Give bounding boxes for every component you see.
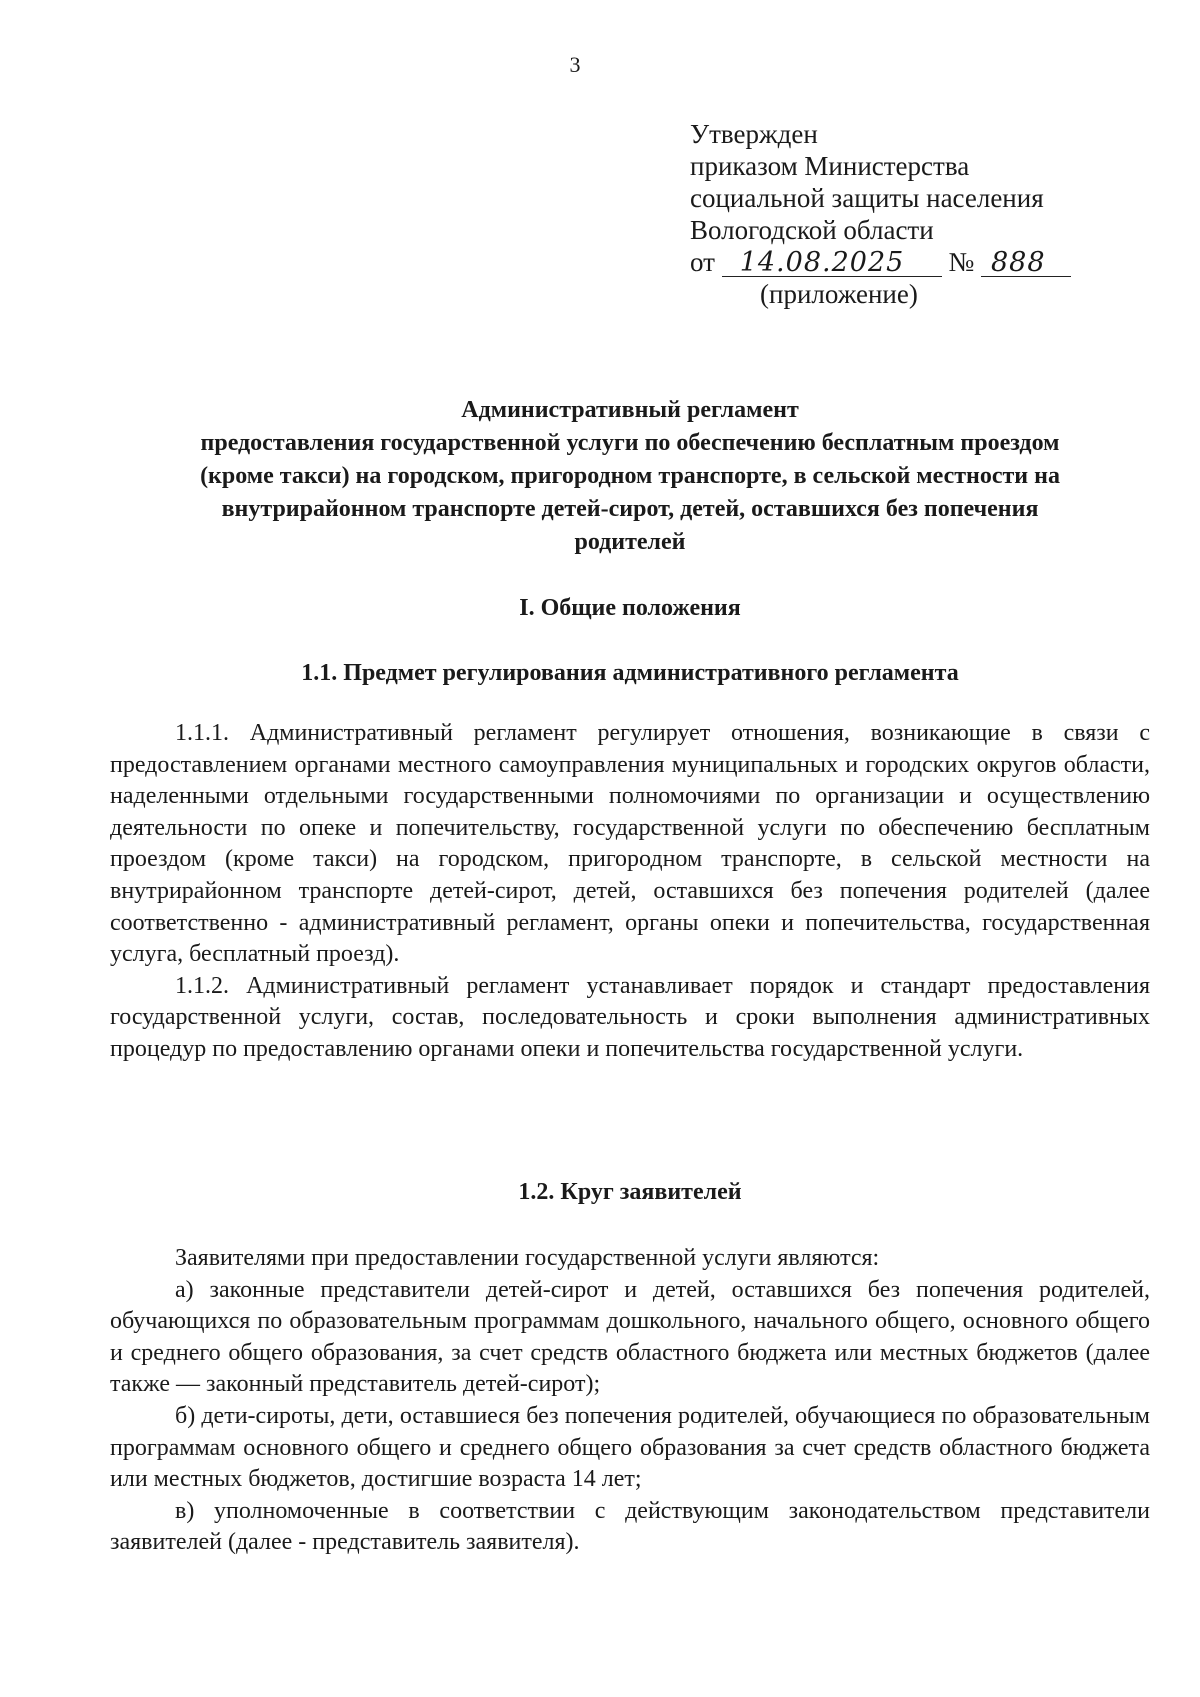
paragraph-item-b: б) дети-сироты, дети, оставшиеся без попечения родителей, обучающиеся по образовательным программам основного общего и среднего общего образования за счет средств областного бюджета или местных бюджетов, достигшие возраста 14 лет; [110,1402,1150,1493]
approval-line-ministry: социальной защиты населения [690,183,1044,213]
title-line-2: предоставления государственной услуги по обеспечению бесплатным проездом [200,430,1060,456]
date-prefix: от [690,247,715,277]
paragraph-item-v: в) уполномоченные в соответствии с действующим законодательством представители заявителей (далее - представитель заявителя). [110,1497,1150,1556]
paragraph-1-1-1: 1.1.1. Административный регламент регулирует отношения, возникающие в связи с предоставлением органами местного самоуправления муниципальных и городских округов области, наделенными отдельными государственными полномочиями по организации и осуществлению деятельности по опеке и попечительству, государственной услуги по обеспечению бесплатным проездом (кроме такси) на городском, пригородном транспорте, в сельской местности на внутрирайонном транспорте детей-сирот, детей, оставшихся без попечения родителей (далее соответственно - административный регламент, органы опеки и попечительства, государственная услуга, бесплатный проезд). [110,720,1150,968]
title-line-4: внутрирайонном транспорте детей-сирот, детей, оставшихся без попечения [221,496,1039,522]
approval-line-order: приказом Министерства [690,151,970,181]
handwritten-date: 14.08.2025 [722,250,942,277]
title-line-3: (кроме такси) на городском, пригородном транспорте, в сельской местности на [200,463,1060,489]
subsection-heading-applicants: 1.2. Круг заявителей [518,1179,742,1205]
subsection-heading-subject: 1.1. Предмет регулирования административного регламента [301,660,959,686]
approval-block [690,118,1071,310]
paragraph-1-1-2: 1.1.2. Административный регламент устанавливает порядок и стандарт предоставления государственной услуги, состав, последовательность и сроки выполнения административных процедур по предоставлению органами опеки и попечительства государственной услуги. [110,972,1150,1062]
appendix-note: (приложение) [760,279,918,309]
section-heading-general: I. Общие положения [519,595,741,621]
title-line-5: родителей [574,529,686,555]
subsection-1-1-body [110,718,1150,1066]
title-line-1: Административный регламент [461,397,799,423]
approval-date-number-line [690,246,1071,278]
approval-line-region: Вологодской области [690,215,934,245]
approval-line-approved: Утвержден [690,119,818,149]
page-number: 3 [569,52,581,77]
number-prefix: № [948,247,975,277]
subsection-1-2-body [110,1243,1150,1559]
document-title [110,394,1150,559]
handwritten-number: 888 [981,250,1071,277]
paragraph-applicants-intro: Заявителями при предоставлении государственной услуги являются: [175,1245,880,1271]
paragraph-item-a: а) законные представители детей-сирот и детей, оставшихся без попечения родителей, обучающихся по образовательным программам дошкольного, начального общего, основного общего и среднего общего образования, за счет средств областного бюджета или местных бюджетов (далее также — законный представитель детей-сирот); [110,1276,1150,1398]
